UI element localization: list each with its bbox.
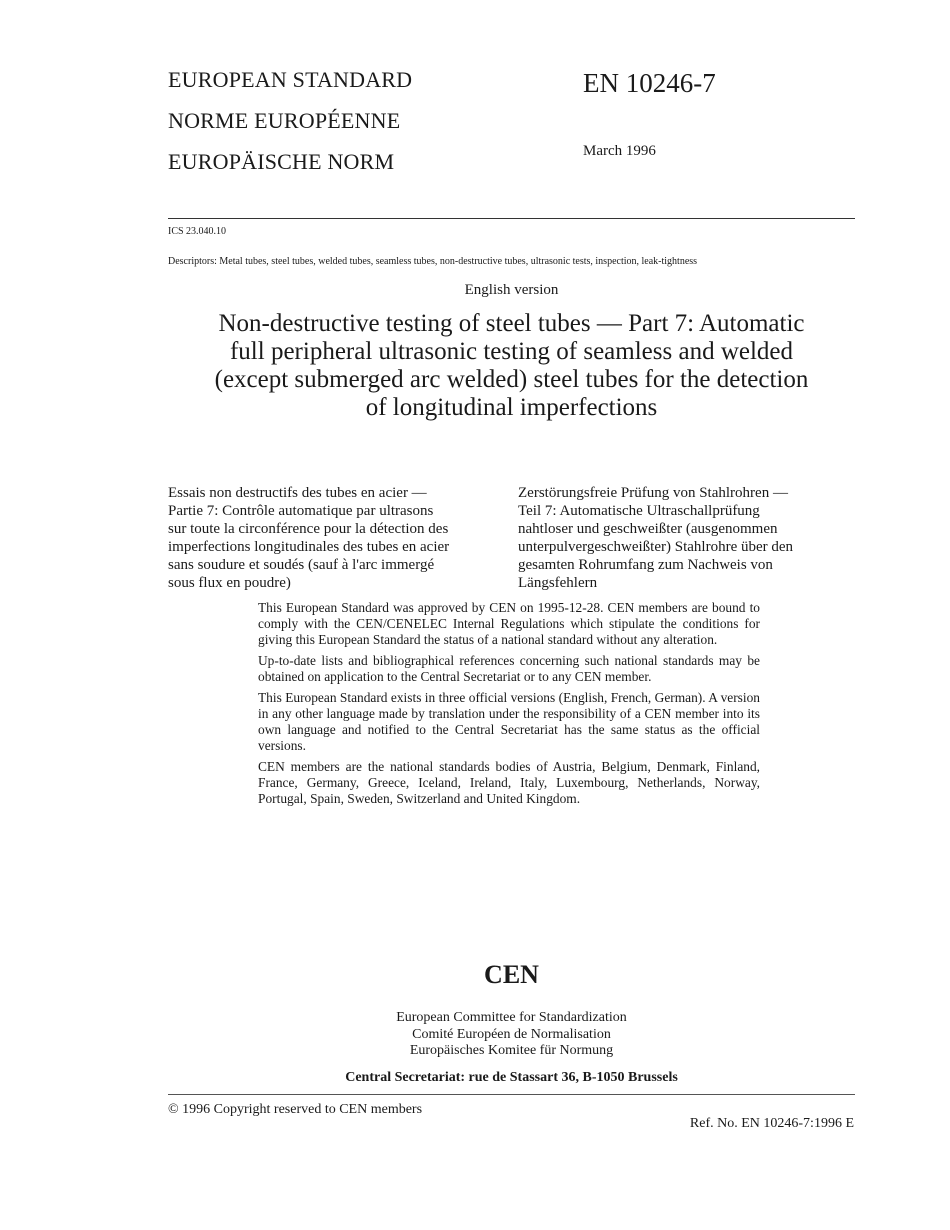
title-french [168,484,503,592]
committee-name: Europäisches Komitee für Normung [409,1043,614,1058]
standard-name-de: EUROPÄISCHE NORM [168,149,395,174]
title-fr-line: Partie 7: Contrôle automatique par ultrasons [168,503,434,519]
title-fr-line: Essais non destructifs des tubes en acier — [168,485,427,501]
title-fr-line: sous flux en poudre) [168,575,291,591]
committee-name: Comité Européen de Normalisation [412,1026,611,1042]
title-line: full peripheral ultrasonic testing of seamless and welded [229,338,794,365]
committee-names [168,1010,855,1060]
title-fr-line: imperfections longitudinales des tubes en acier [168,539,450,555]
reference-number: Ref. No. EN 10246-7:1996 E [689,1116,854,1131]
document-title [168,310,855,422]
notice-paragraph: This European Standard exists in three official versions (English, French, German). A version in any other language made by translation under the responsibility of a CEN member into its own language and notified to the Central Secretariat has the same status as the official versions. [258,690,760,753]
standard-name-fr: NORME EUROPÉENNE [168,108,401,133]
descriptors: Descriptors: Metal tubes, steel tubes, welded tubes, seamless tubes, non-destructive tubes, ultrasonic tests, inspection, leak-tightness [168,256,698,267]
standard-name-en: EUROPEAN STANDARD [168,67,413,92]
title-de-line: Längsfehlern [518,575,598,591]
title-fr-line: sur toute la circonférence pour la détection des [168,521,449,537]
committee-name: European Committee for Standardization [396,1010,627,1025]
header-divider [168,218,855,219]
ics-code: ICS 23.040.10 [168,226,227,237]
title-german [518,484,853,592]
title-de-line: Zerstörungsfreie Prüfung von Stahlrohren — [518,485,788,501]
title-line: Non-destructive testing of steel tubes — Part 7: Automatic [218,310,805,337]
approval-notice [258,600,760,812]
title-de-line: unterpulvergeschweißter) Stahlrohre über den [518,539,794,555]
version-label: English version [464,282,559,298]
title-fr-line: sans soudure et soudés (sauf à l'arc immergé [168,557,435,573]
footer-divider [168,1094,855,1095]
secretariat-address: Central Secretariat: rue de Stassart 36, B-1050 Brussels [345,1070,678,1085]
title-line: of longitudinal imperfections [365,394,658,421]
notice-paragraph: This European Standard was approved by CEN on 1995-12-28. CEN members are bound to comply with the CEN/CENELEC Internal Regulations which stipulate the conditions for giving this European Standard the status of a national standard without any alteration. [258,600,760,647]
notice-paragraph: CEN members are the national standards bodies of Austria, Belgium, Denmark, Finland, France, Germany, Greece, Iceland, Ireland, Italy, Luxembourg, Netherlands, Norway, Portugal, Spain, Sweden, Switzerland and United Kingdom. [258,759,760,806]
title-line: (except submerged arc welded) steel tubes for the detection [214,366,809,393]
title-de-line: Teil 7: Automatische Ultraschallprüfung [518,503,760,519]
copyright: © 1996 Copyright reserved to CEN members [168,1102,423,1117]
title-de-line: gesamten Rohrumfang zum Nachweis von [518,557,773,573]
title-de-line: nahtloser und geschweißter (ausgenommen [518,521,778,537]
cen-logo-text: CEN [484,960,539,989]
publication-date: March 1996 [583,143,656,159]
standard-number: EN 10246-7 [583,68,716,98]
notice-paragraph: Up-to-date lists and bibliographical references concerning such national standards may be obtained on application to the Central Secretariat or to any CEN member. [258,653,760,684]
